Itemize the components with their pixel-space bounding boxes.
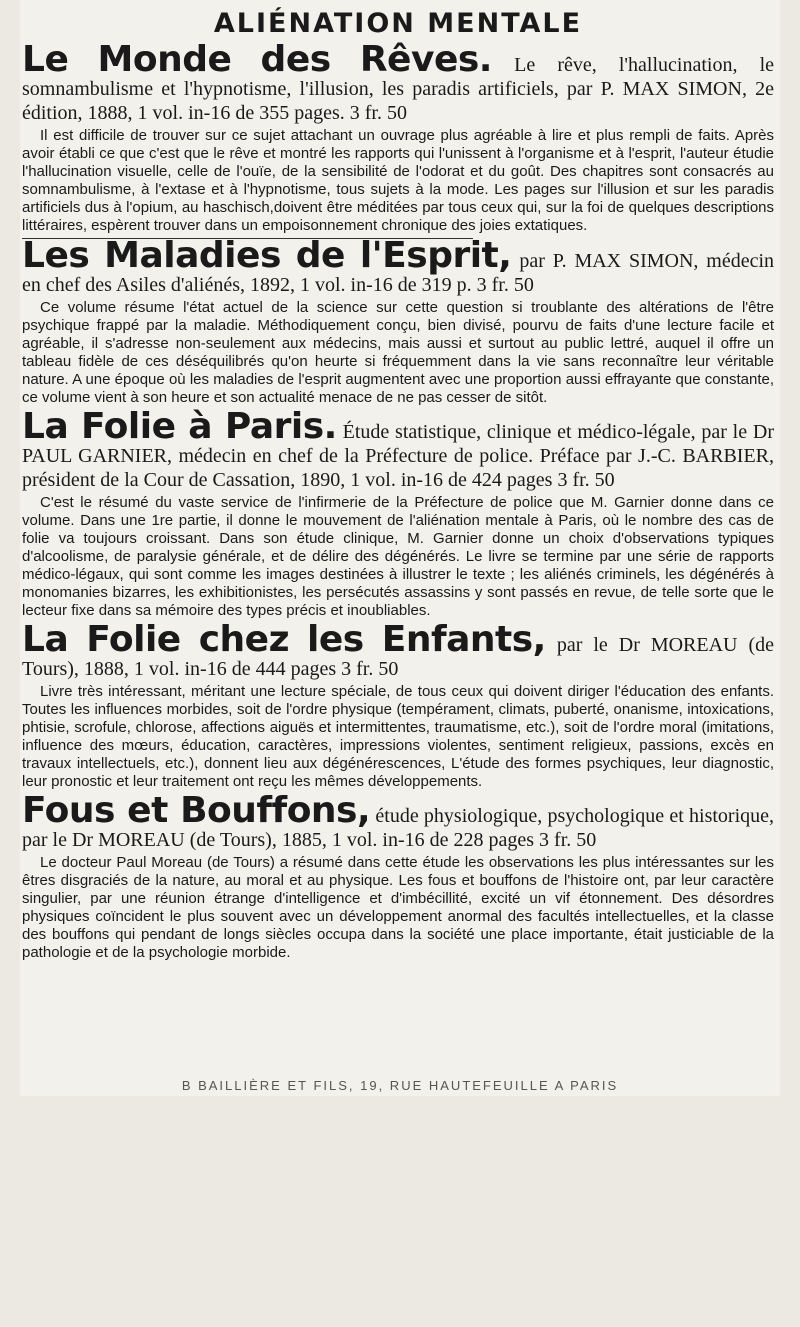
entry-price: 3 fr. 50 [476,274,534,296]
entry-lead [22,39,775,125]
entry-title: La Folie chez les Enfants, [22,619,546,660]
catalog-entry [22,39,775,239]
catalog-entry [22,406,774,620]
entry-title: Les Maladies de l'Esprit, [22,235,512,276]
entry-description: Livre très intéressant, méritant une lecture spéciale, de tous ceux qui doivent diriger l'éducation des enfants. Toutes les influences morbides, soit de l'ordre physique (tempérament, climats, puberté, onanisme, intoxications, phtisie, scrofule, chlorose, affections aiguës et intermittentes, traumatisme, etc.), soit de l'ordre moral (imitations, influence des mœurs, éducation, caractères, impressions violentes, sentiment religieux, passions, excès en travaux intellectuels, etc.), donnent lieu aux dégénérescences, L'étude des formes psychiques, leur diagnostic, leur pronostic et leur traitement ont reçu les mêmes développements. [22,683,774,790]
entry-description: Le docteur Paul Moreau (de Tours) a résumé dans cette étude les observations les plus intéressantes sur les êtres disgraciés de la nature, au moral et au physique. Les fous et bouffons de l'histoire ont, par leur caractère singulier, par une réunion étrange d'intelligence et d'imbécillité, excité un vif étonnement. Des désordres physiques coïncident le plus souvent avec un développement anormal des facultés intellectuelles, et la classe des bouffons qui pendant de longs siècles occupa dans la société une place importante, était justiciable de la pathologie et de la psychologie morbide. [22,854,774,961]
entry-price: 3 fr. 50 [341,658,399,680]
entry-details: par P. MAX SIMON, médecin en chef des Asiles d'aliénés, 1892, 1 vol. in-16 de 319 p. [22,250,775,296]
entry-lead [22,790,775,852]
entry-lead [22,619,775,681]
entry-description: Il est difficile de trouver sur ce sujet attachant un ouvrage plus agréable à lire et plus rempli de faits. Après avoir établi ce que c'est que le rêve et montré les rapports qui l'unissent à l'organisme et à l'esprit, l'auteur étudie l'hallucination visuelle, celle de l'ouïe, de la sensibilité de l'odorat et du goût. Des chapitres sont consacrés au somnambulisme, à l'extase et à l'hypnotisme, tous sujets à la mode. Les pages sur l'illusion et sur les paradis artificiels dus à l'opium, au haschisch,doivent être méditées par tous ceux qui, sur la foi de quelques descriptions littéraires, espèrent trouver dans un empoisonnement chronique des joies extatiques. [22,127,774,234]
entry-description: C'est le résumé du vaste service de l'infirmerie de la Préfecture de police que M. Garnier donne dans ce volume. Dans une 1re partie, il donne le mouvement de l'aliénation mentale à Paris, où le nombre des cas de folie va toujours croissant. Dans son étude clinique, M. Garnier donne un choix d'observations typiques d'alcoolisme, de paralysie générale, et de délire des dégénérés. Le livre se termine par une série de rapports médico-légaux, qui sont comme les images destinées à illustrer le texte ; les aliénés criminels, les dégénérés à monomanies bizarres, les exhibitionistes, les persécutés assassins y sont passés en revue, de telle sorte que le lecteur fixe dans sa mémoire des types précis et inoubliables. [22,494,774,619]
catalog-page [20,0,780,1096]
catalog-entry [22,790,775,962]
entry-details: étude physiologique, psychologique et historique, par le Dr MOREAU (de Tours), 1885, 1 vol. in-16 de 228 pages [22,805,775,851]
entry-lead [22,406,774,492]
entry-details: par le Dr MOREAU (de Tours), 1888, 1 vol. in-16 de 444 pages [22,634,775,680]
catalog-entry [22,619,775,791]
entry-price: 3 fr. 50 [539,829,597,851]
entry-details: Le rêve, l'hallucination, le somnambulisme et l'hypnotisme, l'illusion, les paradis artificiels, par P. MAX SIMON, 2e édition, 1888, 1 vol. in-16 de 355 pages. [22,54,775,124]
entry-price: 3 fr. 50 [557,469,615,491]
publisher-footer: B BAILLIÈRE ET FILS, 19, RUE HAUTEFEUILLE A PARIS [181,1078,619,1093]
page-header: ALIÉNATION MENTALE [213,8,583,39]
entry-title: La Folie à Paris. [22,406,337,447]
entry-price: 3 fr. 50 [349,102,407,124]
entry-description: Ce volume résume l'état actuel de la science sur cette question si troublante des altérations de l'être psychique frappé par la maladie. Méthodiquement conçu, bien divisé, pourvu de faits d'une lecture facile et agréable, il s'adresse non-seulement aux médecins, mais aussi et surtout au public lettré, auquel il offre un tableau fidèle de ces déséquilibrés qu'on heurte si fréquemment dans la vie sans reconnaître leur véritable nature. A une époque où les maladies de l'esprit augmentent avec une proportion aussi effrayante que constante, ce volume vient à son heure et son actualité menace de ne pas cesser de sitôt. [22,299,774,406]
entry-title: Fous et Bouffons, [22,790,371,831]
entry-title: Le Monde des Rêves. [22,39,492,80]
catalog-entry [22,235,775,407]
entry-details: Étude statistique, clinique et médico-légale, par le Dr PAUL GARNIER, médecin en chef de la Préfecture de police. Préface par J.-C. BARBIER, président de la Cour de Cassation, 1890, 1 vol. in-16 de 424 pages [22,421,774,491]
entry-lead [22,235,775,297]
